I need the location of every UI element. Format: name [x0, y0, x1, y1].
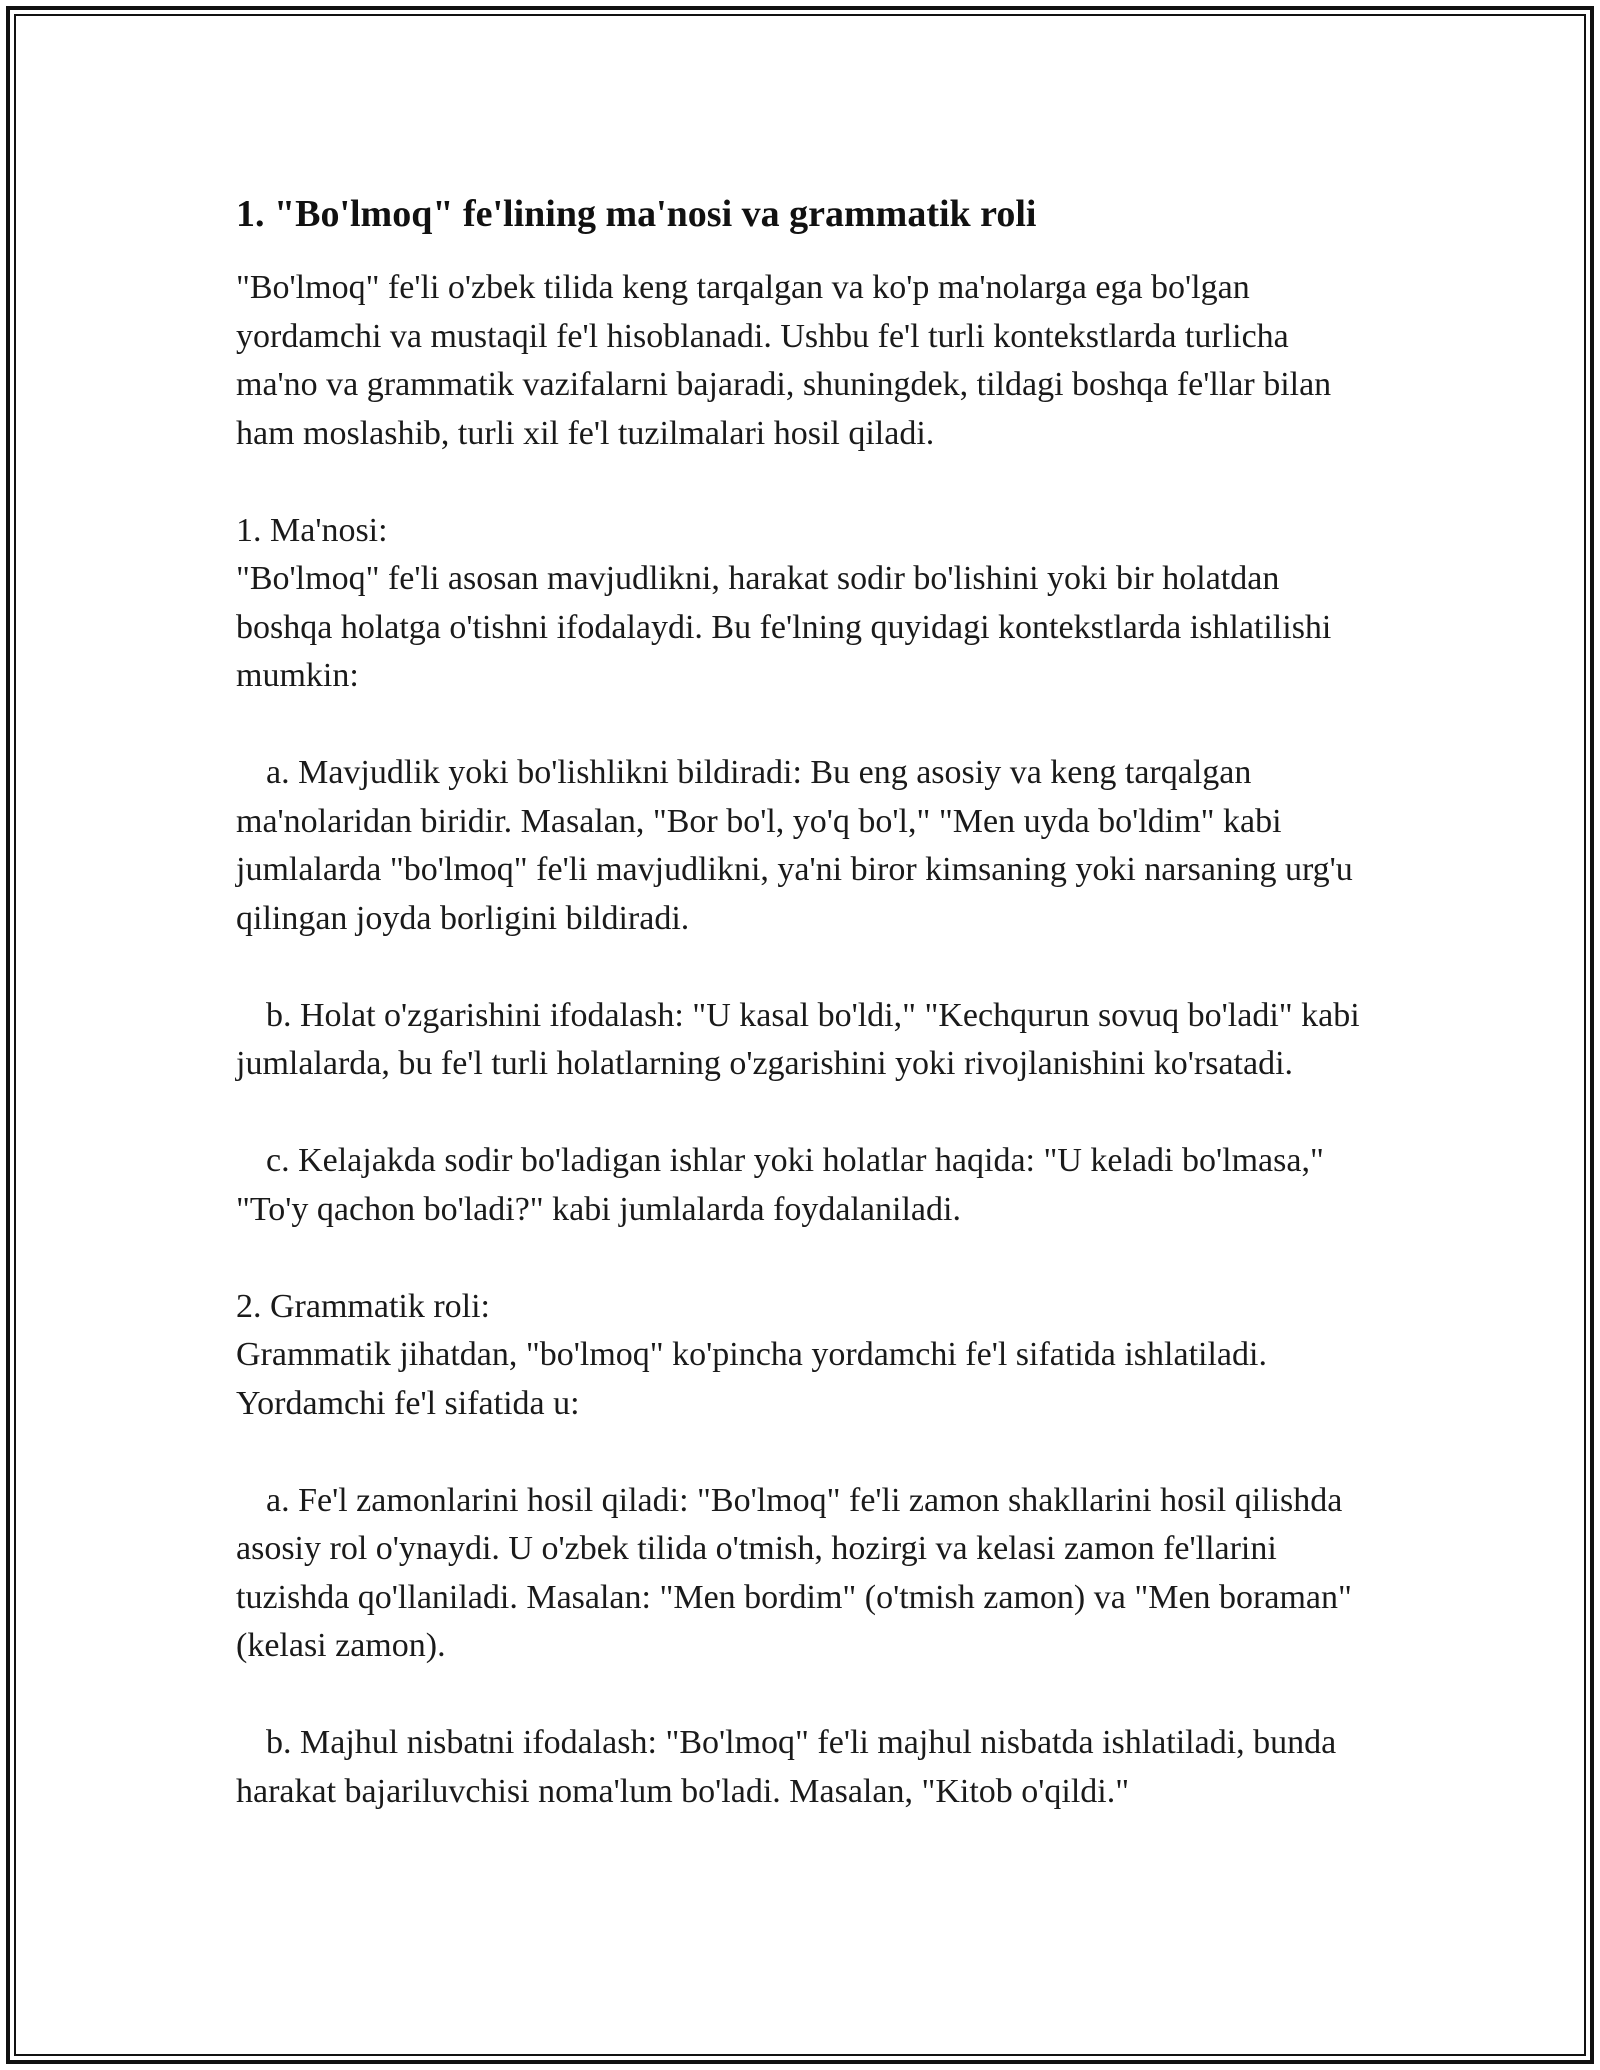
spacer	[236, 458, 1366, 507]
document-body	[236, 186, 1366, 1816]
intro-paragraph: "Bo'lmoq" fe'li o'zbek tilida keng tarqalgan va ko'p ma'nolarga ega bo'lgan yordamchi va mustaqil fe'l hisoblanadi. Ushbu fe'l turli kontekstlarda turlicha ma'no va grammatik vazifalarni bajaradi, shuningdek, tildagi boshqa fe'llar bilan ham moslashib, turli xil fe'l tuzilmalari hosil qiladi.	[236, 269, 1332, 452]
spacer	[236, 701, 1366, 750]
spacer	[236, 1234, 1366, 1283]
document-title: 1. "Bo'lmoq" fe'lining ma'nosi va grammatik roli	[236, 193, 1037, 235]
grammar-item-a: a. Fe'l zamonlarini hosil qiladi: "Bo'lmoq" fe'li zamon shakllarini hosil qilishda asosiy rol o'ynaydi. U o'zbek tilida o'tmish, hozirgi va kelasi zamon fe'llarini tuzishda qo'llaniladi. Masalan: "Men bordim" (o'tmish zamon) va "Men boraman" (kelasi zamon).	[236, 1481, 1352, 1664]
spacer	[236, 1089, 1366, 1138]
section-body-meaning: "Bo'lmoq" fe'li asosan mavjudlikni, harakat sodir bo'lishini yoki bir holatdan boshqa holatga o'tishni ifodalaydi. Bu fe'lning quyidagi kontekstlarda ishlatilishi mumkin:	[236, 560, 1332, 694]
section-heading-grammar: 2. Grammatik roli:	[236, 1287, 491, 1325]
grammar-item-b: b. Majhul nisbatni ifodalash: "Bo'lmoq" fe'li majhul nisbatda ishlatiladi, bunda harakat bajariluvchisi noma'lum bo'ladi. Masalan, "Kitob o'qildi."	[236, 1724, 1337, 1810]
spacer	[236, 943, 1366, 992]
spacer	[236, 1428, 1366, 1477]
meaning-item-a: a. Mavjudlik yoki bo'lishlikni bildiradi: Bu eng asosiy va keng tarqalgan ma'nolaridan biridir. Masalan, "Bor bo'l, yo'q bo'l," "Men uyda bo'ldim" kabi jumlalarda "bo'lmoq" fe'li mavjudlikni, ya'ni biror kimsaning yoki narsaning urg'u qilingan joyda borligini bildiradi.	[236, 754, 1353, 937]
spacer	[236, 1671, 1366, 1720]
meaning-item-b: b. Holat o'zgarishini ifodalash: "U kasal bo'ldi," "Kechqurun sovuq bo'ladi" kabi jumlalarda, bu fe'l turli holatlarning o'zgarishini yoki rivojlanishini ko'rsatadi.	[236, 996, 1360, 1082]
meaning-item-c: c. Kelajakda sodir bo'ladigan ishlar yoki holatlar haqida: "U keladi bo'lmasa," "To'y qachon bo'ladi?" kabi jumlalarda foydalaniladi.	[236, 1142, 1324, 1228]
section-body-grammar: Grammatik jihatdan, "bo'lmoq" ko'pincha yordamchi fe'l sifatida ishlatiladi. Yordamchi fe'l sifatida u:	[236, 1336, 1267, 1422]
section-heading-meaning: 1. Ma'nosi:	[236, 511, 388, 549]
